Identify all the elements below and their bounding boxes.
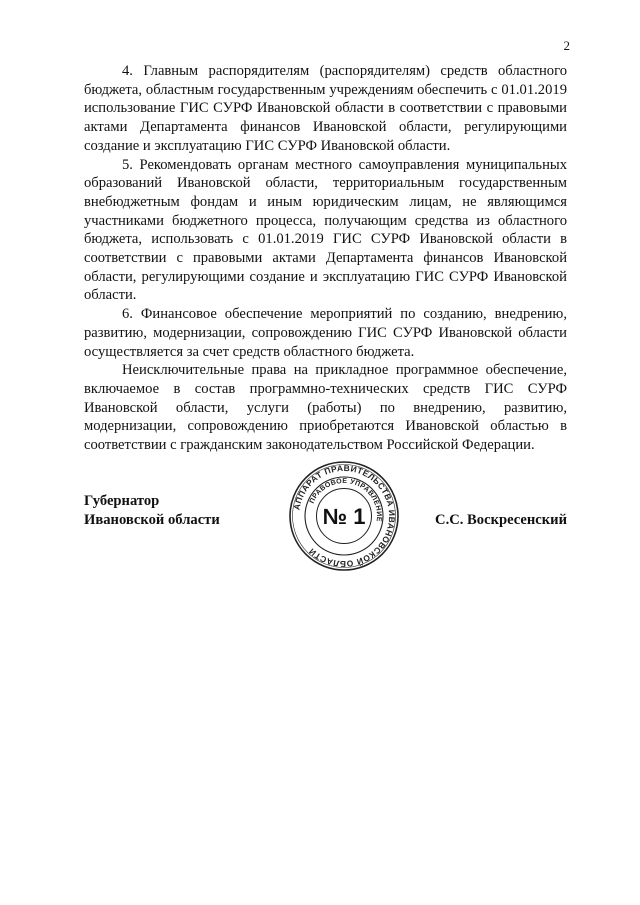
paragraph-4: 4. Главным распорядителям (распорядителям) средств областного бюджета, областным государственным учреждениям обеспечить с 01.01.2019 использование ГИС СУРФ Ивановской области в соответствии с правовыми актами Департамента финансов Ивановской области, регулирующими создание и эксплуатацию ГИС СУРФ Ивановской области. <box>84 63 567 154</box>
official-seal <box>288 460 400 572</box>
page-number: 2 <box>563 38 570 53</box>
seal-center-text: № 1 <box>322 504 366 529</box>
signatory-title-line1: Губернатор <box>84 493 160 509</box>
paragraph-rights: Неисключительные права на прикладное программное обеспечение, включаемое в состав программно-технических средств ГИС СУРФ Ивановской области, услуги (работы) по внедрению, развитию, модернизации, сопровождению приобретаются Ивановской областью в соответствии с гражданским законодательством Российской Федерации. <box>84 362 567 454</box>
signatory-title-line2: Ивановской области <box>84 512 220 528</box>
document-body <box>84 62 567 455</box>
signatory-title <box>84 492 220 530</box>
seal-outer-text: АППАРАТ ПРАВИТЕЛЬСТВА ИВАНОВСКОЙ ОБЛАСТИ <box>291 462 398 570</box>
signatory-name: С.С. Воскресенский <box>435 512 567 528</box>
paragraph-5: 5. Рекомендовать органам местного самоуправления муниципальных образований Ивановской области, территориальным государственным внебюджетным фондам и иным юридическим лицам, не являющимся участниками бюджетного процесса, получающим средства из областного бюджета, использовать с 01.01.2019 ГИС СУРФ Ивановской области в соответствии с правовыми актами Департамента финансов Ивановской области, регулирующими создание и эксплуатацию ГИС СУРФ Ивановской области. <box>84 156 567 304</box>
seal-inner-text: ПРАВОВОЕ УПРАВЛЕНИЕ <box>308 477 383 523</box>
paragraph-6: 6. Финансовое обеспечение мероприятий по созданию, внедрению, развитию, модернизации, сопровождению ГИС СУРФ Ивановской области осуществляется за счет средств областного бюджета. <box>84 306 567 360</box>
